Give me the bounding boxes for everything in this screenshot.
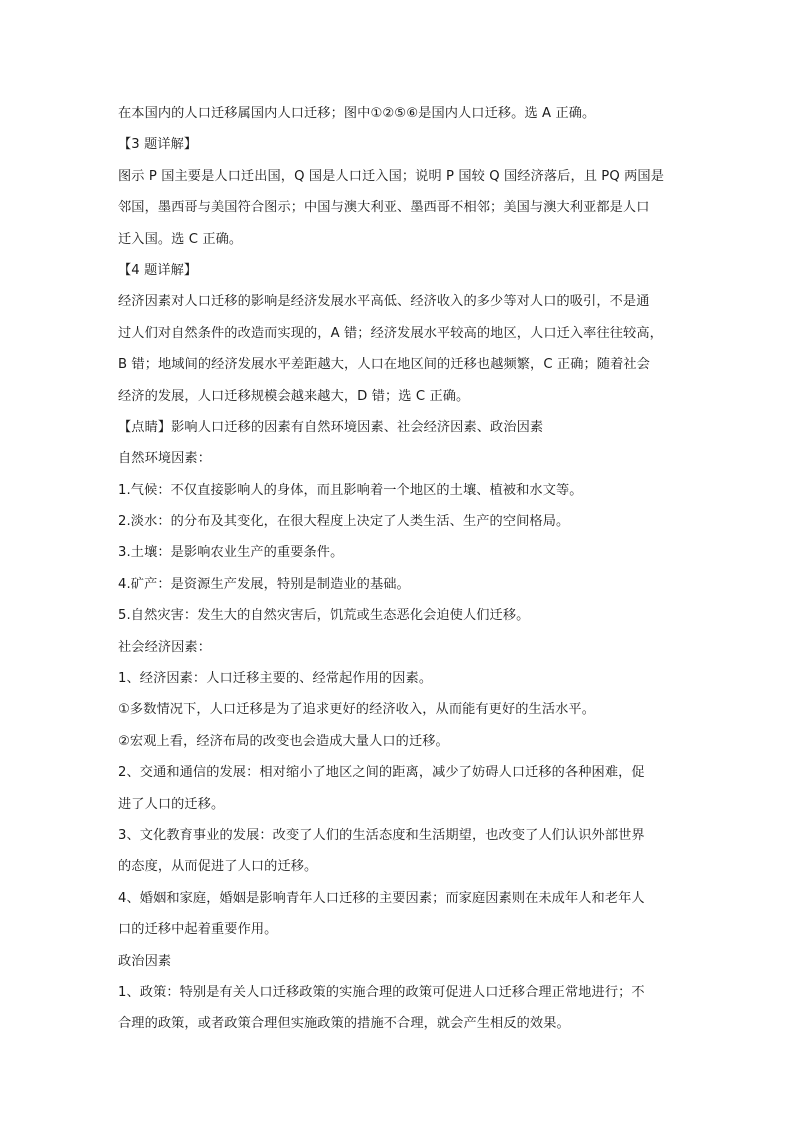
text-line: B 错；地域间的经济发展水平差距越大，人口在地区间的迁移也越频繁，C 正确；随着社会 [118,357,650,373]
text-line: 迁入国。选 C 正确。 [118,231,243,247]
text-line: 经济因素对人口迁移的影响是经济发展水平高低、经济收入的多少等对人口的吸引，不是通 [118,294,650,310]
list-item: ②宏观上看，经济布局的改变也会造成大量人口的迁移。 [118,733,449,749]
text-line: 进了人口的迁移。 [118,796,225,812]
subheading-natural-factors: 自然环境因素： [118,451,212,467]
document-page [118,98,678,1040]
list-item: 2、交通和通信的发展：相对缩小了地区之间的距离，减少了妨碍人口迁移的各种困难，促 [118,765,645,781]
text-line: 在本国内的人口迁移属国内人口迁移；图中①②⑤⑥是国内人口迁移。选 A 正确。 [118,106,596,121]
list-item: 1、政策：特别是有关人口迁移政策的实施合理的政策可促进人口迁移合理正常地进行；不 [118,984,645,1000]
text-line: 过人们对自然条件的改造而实现的，A 错；经济发展水平较高的地区，人口迁入率往往较高， [118,325,663,341]
section-heading-q3: 【3 题详解】 [118,137,198,153]
text-line: 合理的政策，或者政策合理但实施政策的措施不合理，就会产生相反的效果。 [118,1016,570,1032]
highlight-note: 【点睛】影响人口迁移的因素有自然环境因素、社会经济因素、政治因素 [118,419,544,435]
subheading-political-factors: 政治因素 [118,953,172,969]
text-line: 口的迁移中起着重要作用。 [118,922,278,938]
list-item: 5.自然灾害：发生大的自然灾害后，饥荒或生态恶化会迫使人们迁移。 [118,608,530,624]
list-item: 1.气候：不仅直接影响人的身体，而且影响着一个地区的土壤、植被和水文等。 [118,482,583,498]
text-line: 邻国，墨西哥与美国符合图示；中国与澳大利亚、墨西哥不相邻；美国与澳大利亚都是人口 [118,200,650,216]
section-heading-q4: 【4 题详解】 [118,262,198,278]
text-line: 图示 P 国主要是人口迁出国，Q 国是人口迁入国；说明 P 国较 Q 国经济落后，且 PQ 两国是 [118,168,664,184]
text-line: 的态度，从而促进了人口的迁移。 [118,859,318,875]
list-item: 4、婚姻和家庭，婚姻是影响青年人口迁移的主要因素；而家庭因素则在未成年人和老年人 [118,890,645,906]
list-item: 3.土壤：是影响农业生产的重要条件。 [118,545,344,561]
text-line: 经济的发展，人口迁移规模会越来越大，D 错；选 C 正确。 [118,388,470,404]
subheading-socioeconomic-factors: 社会经济因素： [118,639,212,655]
list-item: 4.矿产：是资源生产发展，特别是制造业的基础。 [118,576,410,592]
list-item: 2.淡水：的分布及其变化，在很大程度上决定了人类生活、生产的空间格局。 [118,514,570,530]
list-item: ①多数情况下，人口迁移是为了追求更好的经济收入，从而能有更好的生活水平。 [118,702,595,718]
list-item: 1、经济因素：人口迁移主要的、经常起作用的因素。 [118,671,433,687]
list-item: 3、文化教育事业的发展：改变了人们的生活态度和生活期望，也改变了人们认识外部世界 [118,827,645,843]
